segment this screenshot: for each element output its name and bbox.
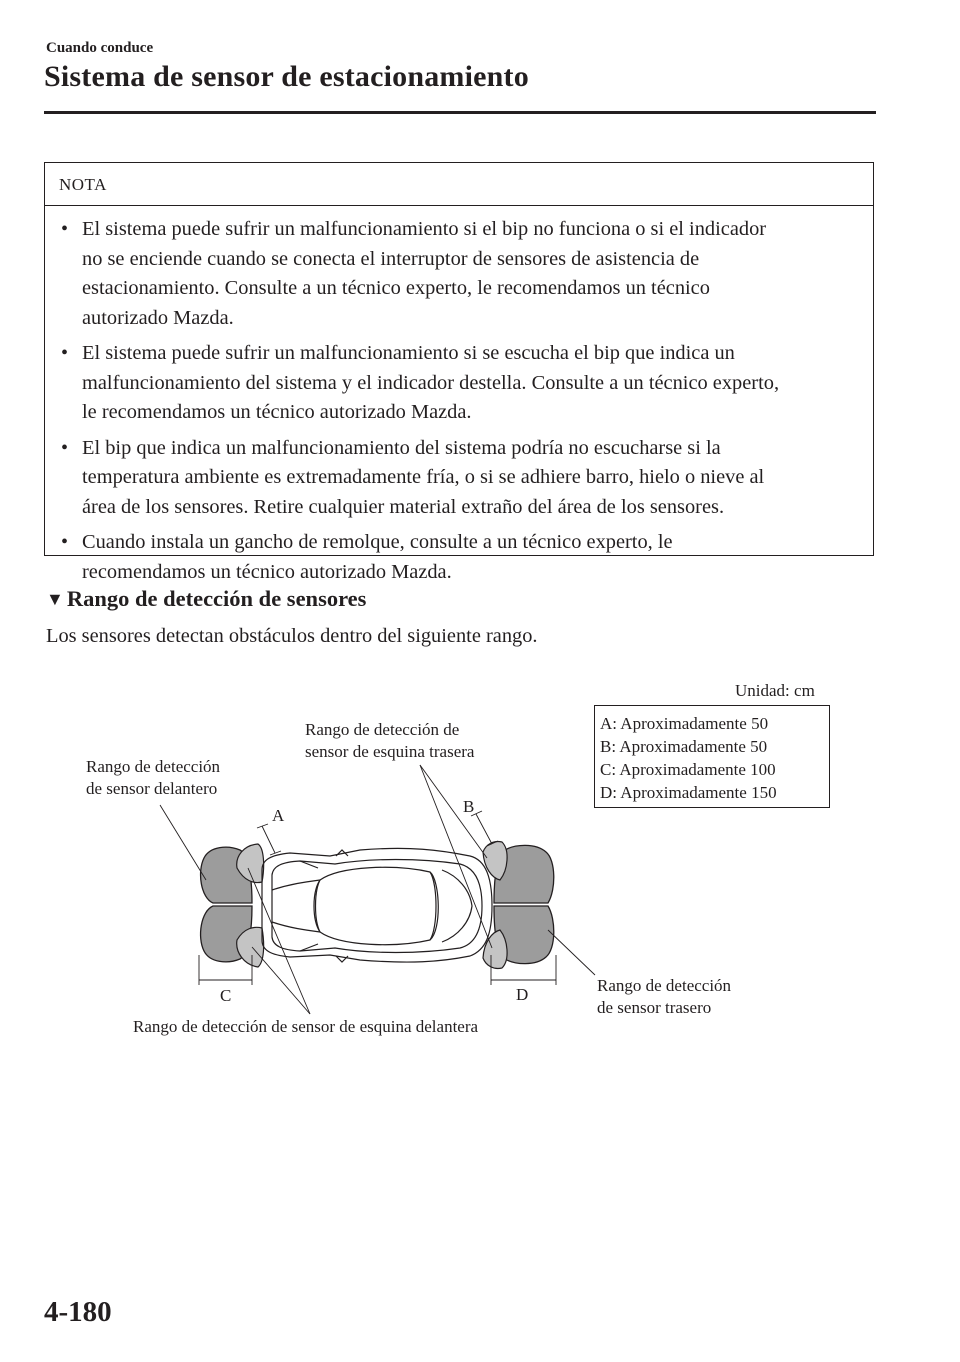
label-line: Rango de detección de (305, 720, 460, 739)
legend-row: A: Aproximadamente 50 (600, 714, 769, 733)
rear-left-corner-zone (483, 841, 507, 880)
dimension-letter-c: C (220, 986, 232, 1005)
legend-row: D: Aproximadamente 150 (600, 783, 777, 802)
note-line: estacionamiento. Consulte a un técnico experto, le recomendamos un técnico (82, 277, 710, 299)
hood-line (272, 880, 320, 890)
dimension-letter-b: B (463, 797, 475, 816)
note-line: no se enciende cuando se conecta el interruptor de sensores de asistencia de (82, 247, 700, 270)
note-line: temperatura ambiente es extremadamente fría, o si se adhiere barro, hielo o nieve al (82, 466, 765, 488)
bullet: • (61, 531, 69, 553)
dim-b-line (476, 814, 492, 844)
legend-row: B: Aproximadamente 50 (600, 737, 768, 756)
dimension-letter-d: D (516, 985, 529, 1004)
unit-label: Unidad: cm (735, 681, 815, 700)
note-line: malfuncionamiento del sistema y el indicador destella. Consulte a un técnico experto, (82, 371, 780, 394)
note-line: recomendamos un técnico autorizado Mazda. (82, 560, 452, 583)
note-title: NOTA (59, 175, 107, 194)
bullet: • (61, 342, 69, 364)
note-line: autorizado Mazda. (82, 306, 234, 329)
page-number: 4-180 (44, 1296, 112, 1328)
bullet: • (61, 218, 69, 240)
note-line: El bip que indica un malfuncionamiento del sistema podría no escucharse si la (82, 436, 721, 459)
note-line: le recomendamos un técnico autorizado Mazda. (82, 401, 472, 423)
label-line: Rango de detección (597, 976, 732, 995)
label-line: Rango de detección (86, 757, 221, 776)
section-heading-text: Rango de detección de sensores (66, 586, 367, 611)
front-sensor-label (86, 756, 220, 800)
leader-rear-corner-b (420, 765, 492, 948)
front-corner-sensor-label: Rango de detección de sensor de esquina delantera (133, 1017, 479, 1036)
bullet: • (61, 436, 69, 459)
trunk-line (442, 870, 472, 942)
label-line: de sensor delantero (86, 779, 218, 798)
label-line: sensor de esquina trasera (305, 742, 475, 761)
note-line: Cuando instala un gancho de remolque, consulte a un técnico experto, le (82, 531, 673, 553)
dim-a-line (262, 826, 275, 853)
rear-sensor-label (597, 975, 731, 1019)
leader-rear-sensor (548, 930, 595, 975)
car-roof (314, 867, 438, 944)
dimension-letter-a: A (272, 806, 285, 825)
note-line: El sistema puede sufrir un malfuncionamiento si el bip no funciona o si el indicador (82, 218, 767, 240)
note-line: área de los sensores. Retire cualquier material extraño del área de los sensores. (82, 495, 725, 518)
intro-text: Los sensores detectan obstáculos dentro del siguiente rango. (46, 625, 538, 647)
legend-row: C: Aproximadamente 100 (600, 760, 776, 779)
rear-right-corner-zone (483, 930, 507, 969)
rear-corner-sensor-label (305, 719, 474, 763)
triangle-marker-icon: ▼ (46, 589, 64, 609)
hood-line-lower (272, 922, 320, 932)
legend-box (594, 705, 830, 808)
leader-rear-corner-a (420, 765, 487, 858)
leader-front-corner-b (252, 947, 310, 1014)
section-label: Cuando conduce (46, 40, 154, 56)
leader-front-sensor (160, 805, 206, 880)
page-title: Sistema de sensor de estacionamiento (44, 60, 529, 93)
note-line: El sistema puede sufrir un malfuncionamiento si se escucha el bip que indica un (82, 342, 735, 364)
label-line: de sensor trasero (597, 998, 712, 1017)
